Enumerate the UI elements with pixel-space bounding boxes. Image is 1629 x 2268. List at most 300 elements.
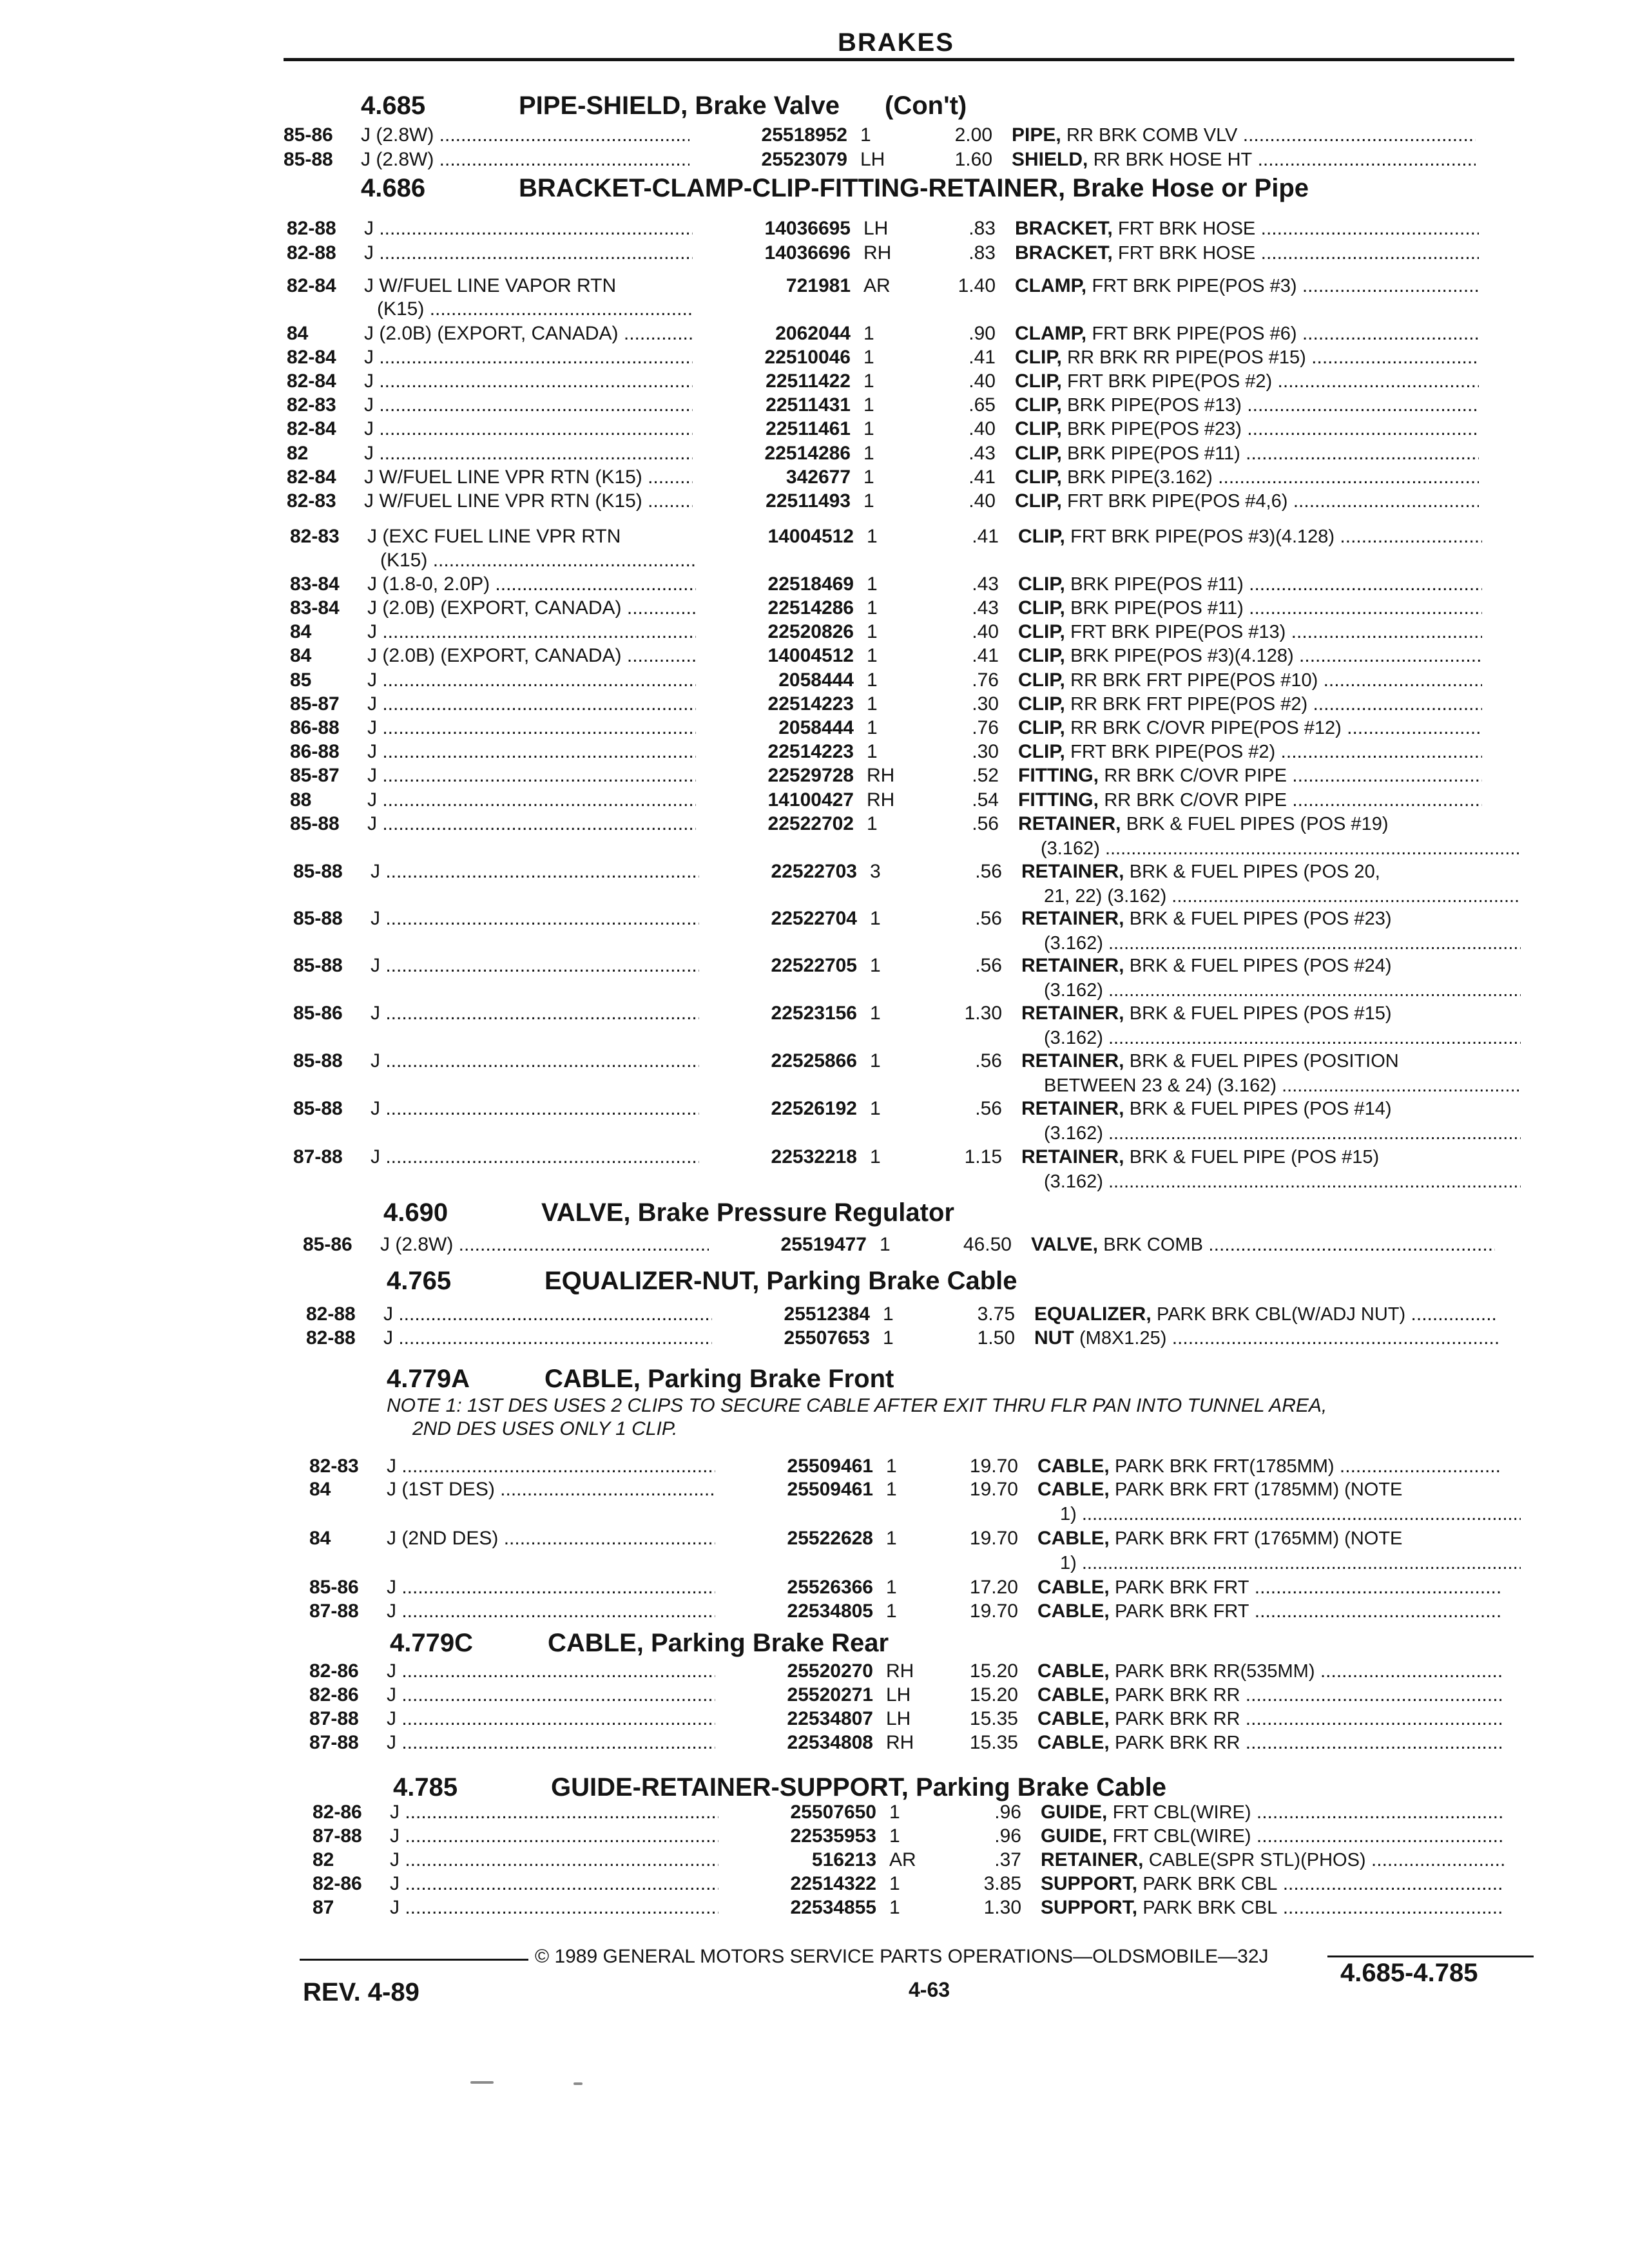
part-row (309, 1707, 1534, 1731)
part-number: 14036696 (764, 242, 851, 264)
model-years: 84 (290, 645, 312, 666)
application: J W/FUEL LINE VPR RTN (K15) ..... (364, 466, 693, 489)
application: J ..... (390, 1872, 718, 1896)
model-years: 82 (287, 443, 309, 464)
price: 19.70 (969, 1600, 1018, 1622)
part-row (309, 1684, 1534, 1707)
quantity: 1 (867, 741, 878, 762)
price: 19.70 (969, 1479, 1018, 1500)
note-line: 2ND DES USES ONLY 1 CLIP. (412, 1418, 678, 1439)
section-header-s4686 (361, 174, 1309, 203)
part-number: 2058444 (778, 669, 854, 691)
quantity: AR (863, 275, 891, 296)
application: J ..... (387, 1576, 715, 1599)
price: .43 (972, 597, 999, 619)
part-description (1041, 1825, 1505, 1848)
model-years: 82-86 (309, 1684, 359, 1706)
part-name: NUT (1034, 1327, 1074, 1349)
part-name: CLAMP, (1015, 275, 1087, 296)
part-number: 2058444 (778, 717, 854, 738)
part-row (293, 860, 1534, 883)
price: .83 (969, 218, 996, 239)
part-detail: FRT BRK PIPE(POS #2) (1067, 371, 1273, 392)
part-name: RETAINER, (1041, 1849, 1144, 1870)
part-name: CABLE, (1037, 1577, 1110, 1598)
quantity: 1 (867, 717, 878, 738)
part-row (293, 907, 1534, 930)
part-row (293, 1097, 1534, 1120)
part-name: BRACKET, (1015, 242, 1113, 264)
part-number: 22520826 (767, 621, 854, 642)
quantity: 1 (867, 597, 878, 619)
section-header-s4690 (383, 1198, 954, 1227)
application: J ..... (371, 954, 699, 977)
part-number: 22511461 (766, 418, 851, 439)
quantity: 1 (870, 1146, 881, 1168)
part-description (1015, 322, 1479, 345)
part-name: CLIP, (1015, 370, 1062, 392)
price: .30 (972, 693, 999, 715)
part-name: SHIELD, (1012, 149, 1088, 170)
application: J ..... (364, 346, 693, 369)
part-number: 22514286 (764, 443, 851, 464)
price: 2.00 (954, 124, 992, 146)
model-years: 86-88 (290, 741, 340, 762)
part-row (290, 669, 1534, 692)
application: J (2.8W) ..... (380, 1233, 709, 1256)
application: J (2.0B) (EXPORT, CANADA) ..... (367, 597, 696, 620)
price: .83 (969, 242, 996, 264)
section-header-s4779c (390, 1629, 889, 1658)
part-name: FITTING, (1018, 789, 1099, 811)
part-detail-continued: 21, 22) (3.162) ..... (1044, 885, 1521, 908)
part-name: CABLE, (1037, 1684, 1110, 1706)
part-detail: FRT BRK PIPE(POS #4,6) (1067, 491, 1288, 512)
price: .40 (969, 490, 996, 512)
part-row (290, 620, 1534, 644)
part-description (1018, 764, 1482, 787)
part-row (290, 789, 1534, 812)
price: .40 (969, 370, 996, 392)
part-detail: RR BRK C/OVR PIPE (1104, 790, 1287, 811)
section-title: CABLE, Parking Brake Rear (548, 1629, 889, 1657)
quantity: 1 (870, 1050, 881, 1072)
quantity: 1 (863, 418, 874, 439)
quantity: 1 (870, 955, 881, 976)
price: 1.60 (954, 149, 992, 170)
part-row (290, 716, 1534, 740)
part-number: 22532218 (771, 1146, 857, 1168)
part-description (1037, 1527, 1501, 1550)
application: J (1.8-0, 2.0P) ..... (367, 573, 696, 596)
application: J ..... (387, 1660, 715, 1683)
section-header-s4765 (387, 1267, 1017, 1296)
part-detail: BRK & FUEL PIPES (POS #19) (1126, 814, 1389, 834)
part-detail: BRK & FUEL PIPES (POS #23) (1129, 908, 1392, 929)
application: J ..... (364, 217, 693, 240)
price: 1.30 (964, 1003, 1002, 1024)
quantity: RH (867, 789, 895, 811)
part-row (290, 573, 1534, 596)
part-name: CLIP, (1015, 490, 1062, 512)
part-description (1021, 1146, 1485, 1169)
application: J ..... (390, 1896, 718, 1919)
part-description (1021, 907, 1485, 930)
quantity: RH (886, 1732, 914, 1753)
model-years: 85-88 (293, 1098, 343, 1119)
part-row (293, 954, 1534, 977)
part-detail: RR BRK C/OVR PIPE (1104, 765, 1287, 786)
part-detail: RR BRK COMB VLV (1066, 125, 1238, 146)
footer-section-range: 4.685-4.785 (1340, 1959, 1478, 1987)
section-title: GUIDE-RETAINER-SUPPORT, Parking Brake Cable (551, 1773, 1167, 1802)
model-years: 87-88 (293, 1146, 343, 1168)
application: J ..... (371, 1050, 699, 1073)
part-number: 14100427 (767, 789, 854, 811)
part-detail: RR BRK FRT PIPE(POS #2) (1070, 694, 1308, 715)
quantity: 1 (886, 1528, 897, 1549)
part-detail-continued: BETWEEN 23 & 24) (3.162) ..... (1044, 1074, 1521, 1097)
footer-copyright: © 1989 GENERAL MOTORS SERVICE PARTS OPERATIONS—OLDSMOBILE—32J (535, 1946, 1269, 1967)
part-row (309, 1731, 1534, 1754)
section-number: 4.690 (383, 1198, 448, 1227)
quantity: LH (886, 1708, 911, 1729)
model-years: 87-88 (309, 1708, 359, 1729)
quantity: 1 (886, 1479, 897, 1500)
part-name: CABLE, (1037, 1479, 1110, 1500)
part-detail: PARK BRK CBL (1142, 1898, 1278, 1918)
part-number: 22534855 (790, 1897, 876, 1918)
part-row (309, 1600, 1534, 1623)
part-row (287, 370, 1534, 393)
part-description (1037, 1707, 1501, 1731)
part-number: 25522628 (787, 1528, 873, 1549)
model-years: 85-86 (303, 1234, 352, 1255)
price: 15.35 (969, 1708, 1018, 1729)
price: 19.70 (969, 1528, 1018, 1549)
part-detail-continued: (3.162) ..... (1041, 837, 1521, 860)
part-number: 25520270 (787, 1660, 873, 1682)
part-number: 22529728 (767, 765, 854, 786)
part-detail: FRT BRK HOSE (1118, 243, 1256, 264)
application: J W/FUEL LINE VPR RTN (K15) ..... (364, 490, 693, 513)
part-name: FITTING, (1018, 765, 1099, 786)
model-years: 82-84 (287, 370, 336, 392)
part-name: VALVE, (1031, 1234, 1098, 1255)
part-row (284, 148, 1534, 171)
part-row (287, 346, 1534, 369)
quantity: 1 (883, 1303, 894, 1325)
price: .56 (975, 1050, 1002, 1072)
quantity: 1 (863, 490, 874, 512)
part-name: CLIP, (1018, 597, 1065, 619)
application: J ..... (371, 907, 699, 930)
part-detail: CABLE(SPR STL)(PHOS) (1148, 1850, 1366, 1870)
part-number: 25507650 (790, 1802, 876, 1823)
part-name: RETAINER, (1021, 908, 1124, 929)
application: J ..... (387, 1731, 715, 1754)
part-detail: BRK & FUEL PIPES (POSITION (1129, 1051, 1399, 1072)
part-detail: PARK BRK FRT (1765MM) (NOTE (1115, 1528, 1403, 1549)
quantity: 1 (880, 1234, 891, 1255)
application: J ..... (367, 789, 696, 812)
quantity: 1 (886, 1577, 897, 1598)
model-years: 82-86 (313, 1802, 362, 1823)
part-detail: BRK PIPE(POS #11) (1070, 574, 1244, 595)
part-row (313, 1872, 1534, 1896)
part-detail: PARK BRK RR (1115, 1709, 1240, 1729)
price: .43 (972, 573, 999, 595)
quantity: 1 (867, 526, 878, 547)
price: .56 (975, 955, 1002, 976)
price: .90 (969, 323, 996, 344)
part-detail: RR BRK FRT PIPE(POS #10) (1070, 670, 1318, 691)
part-detail: FRT BRK PIPE(POS #3)(4.128) (1070, 526, 1335, 547)
part-row (290, 597, 1534, 620)
application: J ..... (364, 242, 693, 265)
part-name: RETAINER, (1021, 955, 1124, 976)
part-name: CLIP, (1015, 347, 1062, 368)
part-detail: BRK PIPE(3.162) (1067, 467, 1213, 488)
model-years: 85-87 (290, 765, 340, 786)
part-row (290, 644, 1534, 668)
quantity: 1 (860, 124, 871, 146)
part-number: 22534808 (787, 1732, 873, 1753)
price: .56 (975, 908, 1002, 929)
price: 46.50 (963, 1234, 1012, 1255)
model-years: 82-88 (306, 1303, 356, 1325)
section-header-s4685 (361, 91, 967, 120)
section-title: PIPE-SHIELD, Brake Valve (519, 91, 840, 120)
part-description (1015, 418, 1479, 441)
quantity: 1 (883, 1327, 894, 1349)
price: .30 (972, 741, 999, 762)
part-name: CLIP, (1018, 693, 1065, 715)
application: J ..... (367, 716, 696, 740)
part-detail: (M8X1.25) (1079, 1328, 1167, 1349)
price: .52 (972, 765, 999, 786)
application: J (2.8W) ..... (361, 124, 689, 147)
part-description (1015, 466, 1479, 489)
part-description (1018, 525, 1482, 548)
part-name: RETAINER, (1021, 1098, 1124, 1119)
part-detail-continued: (3.162) ..... (1044, 932, 1521, 955)
application-continued: (K15) ..... (377, 298, 693, 321)
part-detail: PARK BRK CBL(W/ADJ NUT) (1157, 1304, 1406, 1325)
part-detail-continued: 1) ..... (1060, 1503, 1521, 1526)
quantity: 1 (867, 645, 878, 666)
section-number: 4.685 (361, 91, 426, 120)
application: J ..... (387, 1455, 715, 1478)
part-row (306, 1327, 1534, 1350)
part-name: CLIP, (1018, 741, 1065, 762)
price: .76 (972, 669, 999, 691)
part-row (290, 740, 1534, 764)
model-years: 85-88 (284, 149, 333, 170)
quantity: 1 (886, 1456, 897, 1477)
part-name: GUIDE, (1041, 1825, 1108, 1847)
part-description (1037, 1600, 1501, 1623)
part-description (1018, 693, 1482, 716)
part-number: 721981 (786, 275, 851, 296)
part-description (1021, 1050, 1485, 1073)
part-number: 22525866 (771, 1050, 857, 1072)
application: J ..... (383, 1327, 712, 1350)
part-row (287, 490, 1534, 513)
quantity: RH (867, 765, 895, 786)
part-detail: BRK & FUEL PIPES (POS #24) (1129, 956, 1392, 976)
part-name: SUPPORT, (1041, 1873, 1138, 1894)
part-number: 22518469 (767, 573, 854, 595)
model-years: 85-86 (293, 1003, 343, 1024)
footer-revision: REV. 4-89 (303, 1978, 419, 2006)
footer-rule-right (1327, 1956, 1534, 1957)
part-name: CLIP, (1015, 394, 1062, 416)
price: .56 (975, 861, 1002, 882)
part-detail: FRT BRK PIPE(POS #6) (1092, 323, 1297, 344)
part-number: 25520271 (787, 1684, 873, 1706)
application: J ..... (367, 740, 696, 764)
model-years: 82-84 (287, 275, 336, 296)
part-detail: PARK BRK RR(535MM) (1115, 1661, 1315, 1682)
part-description (1037, 1684, 1501, 1707)
section-title: BRACKET-CLAMP-CLIP-FITTING-RETAINER, Brake Hose or Pipe (519, 174, 1309, 202)
quantity: 1 (867, 621, 878, 642)
application: J ..... (371, 1146, 699, 1169)
model-years: 85-86 (284, 124, 333, 146)
application: J ..... (364, 394, 693, 417)
application: J ..... (371, 860, 699, 883)
price: .56 (972, 813, 999, 834)
scan-smudge (574, 2082, 583, 2085)
quantity: 1 (889, 1825, 900, 1847)
model-years: 85-88 (293, 861, 343, 882)
quantity: 1 (870, 1098, 881, 1119)
part-name: CABLE, (1037, 1600, 1110, 1622)
part-name: CABLE, (1037, 1528, 1110, 1549)
part-description (1037, 1660, 1501, 1683)
application: J ..... (364, 418, 693, 441)
part-row (287, 418, 1534, 441)
part-detail-continued: 1) ..... (1060, 1552, 1521, 1575)
note-line: NOTE 1: 1ST DES USES 2 CLIPS TO SECURE CABLE AFTER EXIT THRU FLR PAN INTO TUNNEL AREA, (387, 1395, 1327, 1416)
model-years: 84 (290, 621, 312, 642)
part-row (284, 124, 1534, 147)
application: J ..... (367, 764, 696, 787)
scan-smudge (470, 2081, 494, 2084)
part-description (1021, 954, 1485, 977)
part-row (290, 812, 1534, 836)
part-detail: RR BRK RR PIPE(POS #15) (1067, 347, 1306, 368)
part-detail-continued: (3.162) ..... (1044, 1170, 1521, 1193)
part-description (1018, 597, 1482, 620)
application: J ..... (390, 1825, 718, 1848)
part-row (290, 525, 1534, 548)
model-years: 82-83 (290, 526, 340, 547)
part-description (1041, 1801, 1505, 1824)
part-detail: BRK PIPE(POS #13) (1067, 395, 1242, 416)
part-detail: PARK BRK FRT (1115, 1601, 1249, 1622)
part-number: 25507653 (784, 1327, 870, 1349)
model-years: 86-88 (290, 717, 340, 738)
model-years: 82-83 (287, 490, 336, 512)
model-years: 87-88 (313, 1825, 362, 1847)
part-detail: RR BRK HOSE HT (1093, 149, 1253, 170)
model-years: 85-88 (293, 1050, 343, 1072)
part-detail: FRT BRK HOSE (1118, 218, 1256, 239)
part-name: CABLE, (1037, 1660, 1110, 1682)
part-name: CABLE, (1037, 1708, 1110, 1729)
page-title: BRAKES (838, 28, 954, 57)
model-years: 85-87 (290, 693, 340, 715)
price: 15.35 (969, 1732, 1018, 1753)
part-row (309, 1455, 1534, 1478)
part-description (1034, 1303, 1498, 1326)
part-detail: BRK & FUEL PIPES (POS #15) (1129, 1003, 1392, 1024)
part-detail: FRT BRK PIPE(POS #3) (1092, 276, 1297, 296)
part-detail: PARK BRK FRT(1785MM) (1115, 1456, 1335, 1477)
part-detail: BRK COMB (1103, 1235, 1203, 1255)
part-name: RETAINER, (1021, 1003, 1124, 1024)
application: J (2.8W) ..... (361, 148, 689, 171)
price: .40 (969, 418, 996, 439)
part-number: 25509461 (787, 1479, 873, 1500)
model-years: 82-83 (287, 394, 336, 416)
model-years: 84 (309, 1528, 331, 1549)
price: .56 (975, 1098, 1002, 1119)
application: J ..... (367, 812, 696, 836)
part-description (1015, 242, 1479, 265)
part-description (1037, 1455, 1501, 1478)
part-description (1034, 1327, 1498, 1350)
application: J (EXC FUEL LINE VPR RTN (367, 526, 621, 547)
part-name: CLIP, (1015, 443, 1062, 464)
part-detail: FRT CBL(WIRE) (1112, 1826, 1251, 1847)
part-detail: PARK BRK CBL (1142, 1874, 1278, 1894)
part-name: CLIP, (1018, 621, 1065, 642)
part-name: CLAMP, (1015, 323, 1087, 344)
part-number: 516213 (811, 1849, 876, 1870)
header-rule (284, 58, 1514, 61)
part-description (1015, 442, 1479, 465)
price: .54 (972, 789, 999, 811)
part-number: 25512384 (784, 1303, 870, 1325)
quantity: 1 (863, 466, 874, 488)
part-detail-continued: (3.162) ..... (1044, 1122, 1521, 1145)
price: .41 (969, 347, 996, 368)
part-name: CABLE, (1037, 1456, 1110, 1477)
part-number: 22510046 (764, 347, 851, 368)
model-years: 87 (313, 1897, 334, 1918)
part-row (293, 1146, 1534, 1169)
section-number: 4.765 (387, 1267, 452, 1295)
application: J ..... (367, 693, 696, 716)
part-name: CLIP, (1015, 466, 1062, 488)
part-detail: BRK PIPE(POS #3)(4.128) (1070, 646, 1294, 666)
application: J (2.0B) (EXPORT, CANADA) ..... (364, 322, 693, 345)
part-name: PIPE, (1012, 124, 1061, 146)
application: J (2.0B) (EXPORT, CANADA) ..... (367, 644, 696, 668)
part-number: 22535953 (790, 1825, 876, 1847)
price: 1.30 (983, 1897, 1021, 1918)
part-number: 22534805 (787, 1600, 873, 1622)
part-number: 22522704 (771, 908, 857, 929)
part-description (1018, 716, 1482, 740)
section-number: 4.686 (361, 174, 426, 202)
part-number: 22522705 (771, 955, 857, 976)
application: J ..... (390, 1801, 718, 1824)
part-number: 25509461 (787, 1456, 873, 1477)
